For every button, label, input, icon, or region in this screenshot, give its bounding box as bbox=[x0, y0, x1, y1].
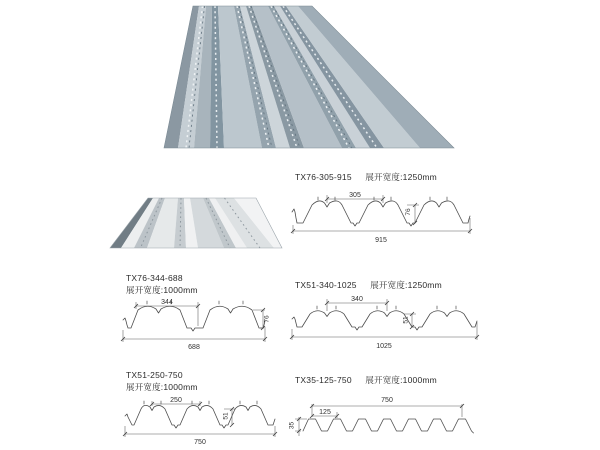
model-code: TX76-344-688 bbox=[126, 273, 183, 283]
deck-profile-line bbox=[303, 419, 474, 433]
floor-deck-sample-photo bbox=[106, 190, 286, 256]
diagram-title bbox=[126, 272, 290, 296]
model-code: TX51-250-750 bbox=[126, 370, 183, 380]
diagram-tx51-340-1025 bbox=[288, 279, 483, 352]
diagram-title bbox=[288, 171, 488, 183]
width-dim-lines bbox=[293, 218, 470, 234]
width-dim-label: 750 bbox=[194, 439, 206, 446]
diagram-tx76-305-915 bbox=[288, 171, 488, 248]
model-code: TX76-305-915 bbox=[295, 172, 352, 182]
height-dim-label: 35 bbox=[288, 421, 296, 430]
pitch-dim-label: 250 bbox=[170, 397, 182, 404]
width-dim-lines bbox=[292, 322, 477, 340]
diagram-tx76-344-688 bbox=[126, 272, 290, 354]
diagram-title bbox=[288, 374, 488, 386]
width-dim-lines bbox=[123, 329, 265, 342]
pitch-dim-label: 344 bbox=[161, 299, 173, 306]
profile-drawing bbox=[288, 390, 488, 448]
width-dim-label: 915 bbox=[375, 237, 387, 244]
width-dim-label: 688 bbox=[188, 344, 200, 351]
diagram-title bbox=[288, 279, 483, 291]
profile-drawing bbox=[120, 296, 290, 354]
pitch-dim-label: 125 bbox=[319, 409, 331, 416]
sample-facets bbox=[110, 198, 282, 248]
diagram-title bbox=[126, 369, 290, 393]
unfolded-width-label: 展开宽度:1000mm bbox=[126, 285, 198, 295]
diagram-tx35-125-750 bbox=[288, 374, 488, 448]
unfolded-width-label: 展开宽度:1250mm bbox=[370, 280, 442, 290]
diagram-tx51-250-750 bbox=[126, 369, 290, 449]
profile-drawing bbox=[288, 292, 483, 352]
deck-profile-line bbox=[292, 201, 470, 226]
pitch-dim-label: 305 bbox=[349, 192, 361, 199]
model-code: TX51-340-1025 bbox=[295, 280, 357, 290]
profile-drawing bbox=[288, 186, 488, 248]
pitch-dim-label: 340 bbox=[351, 296, 363, 303]
crest-emboss-ticks bbox=[317, 306, 456, 309]
deck-profile-line bbox=[125, 405, 275, 428]
profile-drawing bbox=[120, 393, 290, 449]
height-dim-label: 76 bbox=[263, 315, 271, 323]
height-dim-label: 76 bbox=[405, 208, 412, 216]
deck-profile-line bbox=[292, 311, 477, 330]
height-dim-label: 51 bbox=[222, 412, 230, 420]
height-dim-label: 51 bbox=[402, 316, 410, 324]
floor-deck-main-photo bbox=[158, 0, 458, 160]
unfolded-width-label: 展开宽度:1250mm bbox=[365, 172, 437, 182]
unfolded-width-label: 展开宽度:1000mm bbox=[126, 382, 198, 392]
deck-facets bbox=[164, 6, 454, 148]
model-code: TX35-125-750 bbox=[295, 375, 352, 385]
deck-profile-line bbox=[123, 306, 265, 331]
width-dim-label: 750 bbox=[381, 397, 393, 404]
unfolded-width-label: 展开宽度:1000mm bbox=[365, 375, 437, 385]
width-dim-label: 1025 bbox=[376, 343, 392, 350]
width-dim-lines bbox=[125, 426, 275, 437]
width-dim-lines bbox=[312, 404, 462, 417]
